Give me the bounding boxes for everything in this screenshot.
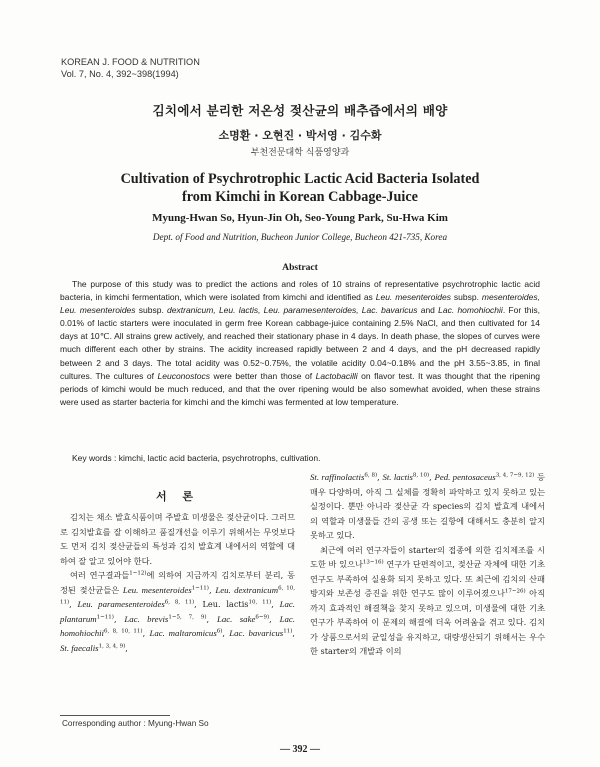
abstract-text: subsp. [135,305,168,316]
body-text: , [269,613,280,624]
citation-ref: 8, 10) [412,472,430,479]
body-text: 에 의하여 지금까지 김치로부터 분리, 동정된 젖산균들은 [60,570,295,595]
species-name: St. lactis [382,472,413,482]
abstract-text: subsp. [450,292,482,303]
right-column [310,470,545,659]
left-column [60,510,295,655]
citation-ref: 6~9) [255,613,270,620]
section-heading-introduction: 서 론 [155,490,200,503]
species-name: Lac. plantarum [60,599,295,624]
korean-authors: 소명환 · 오현진 · 박서영 · 김수화 [218,129,382,142]
keywords: Key words : kimchi, lactic acid bacteria, psychrotrophs, cultivation. [72,453,321,463]
species-name: Lac. sake [216,613,256,624]
english-title [0,170,600,206]
species-name: Lac. maltaromicus [149,628,217,638]
body-text: , [142,628,150,638]
paragraph: 김치는 채소 발효식품이며 주발효 미생물은 젖산균이다. 그러므로 김치발효를 잘 이해하고 품질개선을 이루기 위해서는 무엇보다도 먼저 김치 젖산균들의 특성과 김치 발효계 내에서의 역할에 대하여 잘 알고 있어야 한다. [60,512,295,566]
citation-ref: 1~5, 7, 9) [168,613,207,620]
species-name: Lac. brevis [124,613,169,624]
citation-ref: 3, 4, 7~9, 12) [495,472,535,479]
citation-ref: 1~12) [129,570,147,577]
abstract-text: were better than those of [209,370,316,381]
abstract-text: The purpose of this study was to predict the actions and roles of 10 strains of representative psychrotrophic lactic acid bacteria, in kimchi fermentation, which were isolated from kimchi and identified as [60,279,540,303]
species-name: St. faecalis [60,642,99,653]
body-text: , [208,584,216,595]
english-title-line2: from Kimchi in Korean Cabbage-Juice [182,189,418,205]
abstract-paragraph [60,278,540,409]
citation-ref: 6, 8) [364,472,378,479]
page-number: — 392 — [280,744,320,755]
citation-ref: 13~16) [362,559,384,566]
footnote-rule [60,715,170,716]
species-name: Lactobacilli [315,370,358,381]
species-name: Leu. dextranicum [215,584,279,595]
body-text: , [271,599,280,609]
paragraph [60,568,295,655]
english-authors: Myung-Hwan So, Hyun-Jin Oh, Seo-Young Park, Su-Hwa Kim [152,212,448,224]
species-name: Lac. homohiochii [60,613,295,638]
body-text: 연구가 단편적이고, 젖산균 자체에 대한 기초연구도 부족하여 실용화 되지 못하고 있다. 또 최근에 김치의 산패방지와 보존성 증진을 위한 연구도 많이 이루어졌으나 [310,559,545,598]
abstract-text: on flavor test. It was thought that the ripening periods of kimchi would be much reduced, and that the over ripening would be also somewhat avoided, when these strains were used as starter bacteria for kimchi and the kimchi was fermented at low temperature. [60,370,540,407]
body-text: , [113,613,125,624]
species-name: Leu. paramesenteroides [77,599,165,609]
body-text: , Leu. lactis [194,599,249,609]
abstract-body [60,278,540,409]
citation-ref: 6, 10, 11) [60,584,295,606]
body-text: 아직까지 효과적인 해결책을 찾지 못하고 있으며, 미생물에 대한 기초연구가 부족하여 이 문제의 해결에 더욱 어려움을 겪고 있다. 김치가 상품으로서의 균일성을 유지하고, 대량생산되기 위해서는 우수한 starter의 개발과 이의 [310,588,545,656]
journal-citation: Vol. 7, No. 4, 392~398(1994) [61,69,179,79]
body-text: , [222,628,230,638]
species-name: Ped. pentosaceus [434,472,496,482]
species-name: Lac. bavaricus [229,628,284,638]
korean-title: 김치에서 분리한 저온성 젖산균의 배추즙에서의 배양 [152,103,448,118]
abstract-text: and [417,305,439,316]
body-text: 등 매우 다양하며, 아직 그 실체를 정확히 파악하고 있지 못하고 있는 실정이다. 뿐만 아니라 젖산균 각 species의 김치 발효계 내에서의 역할과 미생물들 간의 공생 또는 길항에 대해서도 충분히 알지 못하고 있다. [310,472,545,540]
paragraph [310,470,545,543]
citation-ref: 11) [283,628,293,635]
journal-header [61,56,200,80]
corresponding-author: Corresponding author : Myung-Hwan So [62,719,209,728]
citation-ref: 1, 3, 4, 9) [98,642,126,649]
species-name: dextranicum, Leu. lactis, Leu. paramesenteroides, Lac. bavaricus [167,305,418,316]
korean-affiliation: 부천전문대학 식품영양과 [250,148,350,158]
body-text: 최근에 여러 연구자들이 starter의 접종에 의한 김치제조를 시도한 바 있으나 [310,544,545,569]
species-name: Leu. mesenteroides [122,584,192,595]
english-title-line1: Cultivation of Psychrotrophic Lactic Acid Bacteria Isolated [120,171,480,187]
body-text: , [69,599,78,609]
species-name: St. raffinolactis [310,472,365,482]
citation-ref: 17~26) [504,588,526,595]
citation-ref: 6, 8, 11) [164,599,195,606]
body-text: , [292,628,295,638]
citation-ref: 6, 8, 10, 11) [103,628,143,635]
species-name: mesenteroides, Leu. mesenteroides [60,292,540,316]
body-text: 여러 연구결과들 [70,570,130,580]
body-text: , [206,613,217,624]
paragraph [310,543,545,659]
body-text: , [377,472,383,482]
species-name: Leu. mesenteroides [375,292,451,303]
citation-ref: 6) [216,628,223,635]
species-name: Leuconostocs [157,370,210,381]
citation-ref: 1~11) [191,584,209,591]
species-name: Lac. homohiochii [438,305,503,316]
citation-ref: 1~11) [96,613,114,620]
abstract-text: . For this, 0.01% of lactic starters were inoculated in germ free Korean cabbage-juice containing 2.5% NaCl, and then cultivated for 14 days at 10℃. All strains grew actively, and reached their stationary phase in 4 days. In death phase, the slopes of curves were much different each other by strains. The acidity increased rapidly between 2 and 4 days, and the pH decreased rapidly between 2 and 3 days. The total acidity was 0.52~0.75%, the volatile acidity 0.04~0.18% and the pH 3.55~3.85, in final cultures. The cultures of [60,305,540,381]
body-text: , [125,642,128,653]
journal-name: KOREAN J. FOOD & NUTRITION [61,57,200,67]
citation-ref: 10, 11) [248,599,272,606]
abstract-heading: Abstract [282,262,318,273]
body-text: , [429,472,435,482]
english-affiliation: Dept. of Food and Nutrition, Bucheon Junior College, Bucheon 421-735, Korea [152,232,448,242]
